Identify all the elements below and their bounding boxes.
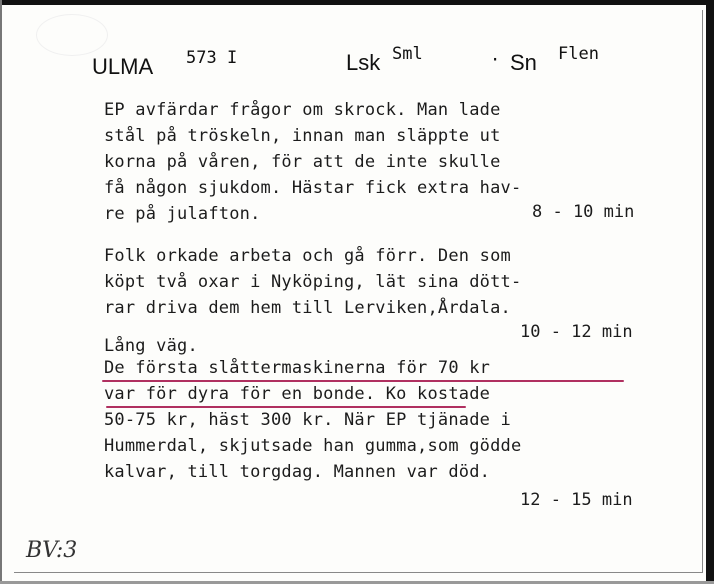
red-underline <box>102 380 624 382</box>
landskap-value: Sml <box>392 44 423 64</box>
archive-code: ULMA <box>92 54 154 79</box>
text-line: kalvar, till torgdag. Mannen var död. <box>104 462 491 482</box>
duration-label: 8 - 10 min <box>532 202 635 222</box>
socken-label: Sn <box>510 50 537 75</box>
card-edge-right <box>706 0 714 584</box>
record-number: 573 I <box>186 48 238 68</box>
text-line: stål på tröskeln, innan man släppte ut <box>104 126 501 146</box>
text-line: EP avfärdar frågor om skrock. Man lade <box>104 100 501 120</box>
separator-dot: · <box>490 50 501 70</box>
socken-value: Flen <box>558 44 599 64</box>
handwritten-signature: BV:3 <box>26 538 78 563</box>
duration-label: 10 - 12 min <box>520 322 633 342</box>
text-line: Lång väg. <box>104 336 198 356</box>
text-line: var för dyra för en bonde. Ko kostade <box>104 384 491 404</box>
text-line: få någon sjukdom. Hästar fick extra hav- <box>104 178 522 198</box>
red-underline <box>106 406 466 408</box>
text-line: Hummerdal, skjutsade han gumma,som gödde <box>104 436 522 456</box>
duration-label: 12 - 15 min <box>520 490 633 510</box>
text-line: köpt två oxar i Nyköping, lät sina dött- <box>104 272 522 292</box>
card-edge-left <box>0 0 2 584</box>
text-line: 50-75 kr, häst 300 kr. När EP tjänade i <box>104 410 511 430</box>
card-edge-top <box>0 0 714 5</box>
landskap-label: Lsk <box>346 50 381 75</box>
text-line: Folk orkade arbeta och gå förr. Den som <box>104 246 511 266</box>
faint-stamp <box>36 14 108 56</box>
text-line: re på julafton. <box>104 204 261 224</box>
text-line: rar driva dem hem till Lerviken,Årdala. <box>104 298 511 318</box>
text-line: korna på våren, för att de inte skulle <box>104 152 501 172</box>
text-line: De första slåttermaskinerna för 70 kr <box>104 358 491 378</box>
